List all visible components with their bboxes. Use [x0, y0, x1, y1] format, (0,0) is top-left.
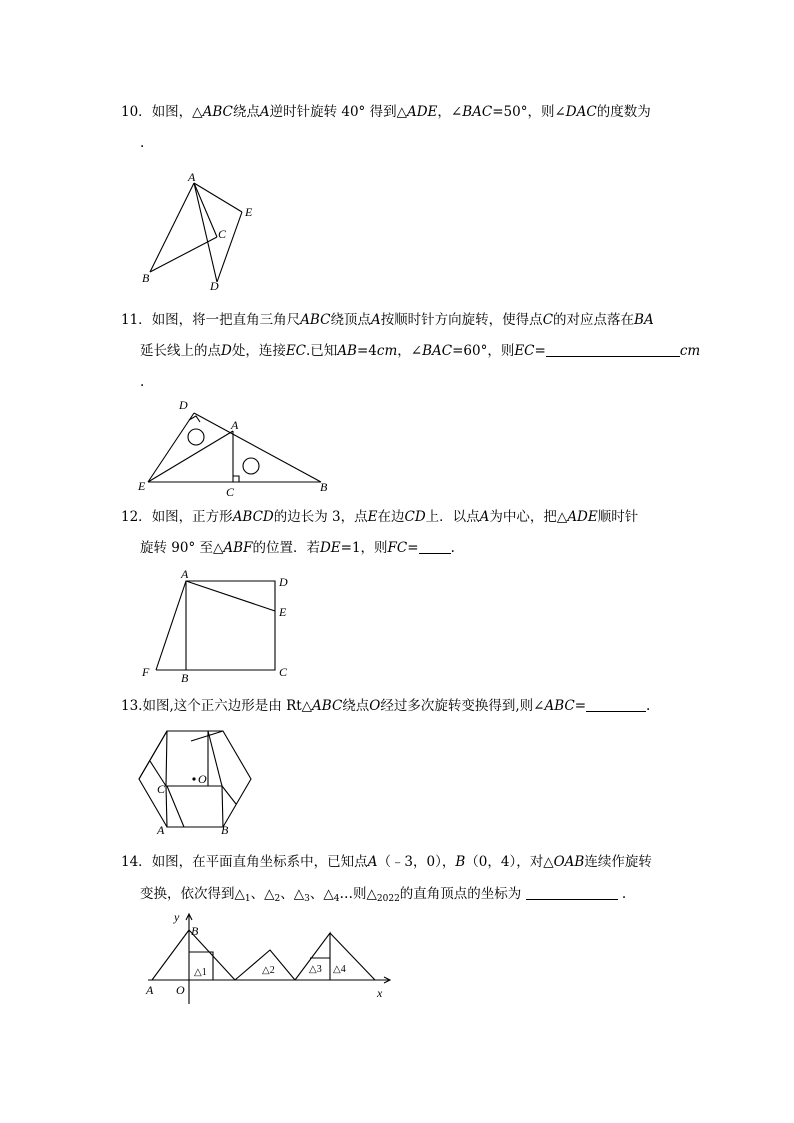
q11-label-e: E [138, 479, 146, 493]
q10-label-d: D [210, 279, 219, 293]
q12-label-b: B [181, 671, 189, 685]
q12-label-c: C [279, 665, 288, 679]
q13-label-b: B [221, 823, 229, 837]
q12-text-line2: 旋转 90° 至△ABF的位置．若DE=1，则FC= . [140, 540, 455, 556]
q14-answer-blank[interactable] [526, 886, 618, 900]
q11-label-b: B [320, 480, 328, 494]
q10-label-e: E [245, 205, 253, 219]
q12-answer-blank[interactable] [419, 540, 451, 554]
q10-label-c: C [218, 227, 227, 241]
q10-text-line2: . [140, 135, 145, 151]
q11-label-a: A [231, 418, 239, 432]
q13-answer-blank[interactable] [586, 698, 646, 712]
q11-text-line2: 延长线上的点D处，连接EC.已知AB=4cm，∠BAC=60°，则EC= cm [140, 343, 701, 359]
q10-figure [138, 170, 268, 295]
q10-label-b: B [142, 271, 150, 285]
q14-text-line2: 变换，依次得到$\triangle_1$、$\triangle_2$、$\triangle_3$、$\triangle_4\dots$则$\triangle_{2022}$的直角顶点的坐标为 . [140, 886, 627, 904]
q13-text-line1: 13.如图,这个正六边形是由 Rt△ABC绕点O经过多次旋转变换得到,则∠ABC= . [121, 698, 651, 714]
q14-label-b: B [191, 924, 199, 938]
q11-text-line3: . [140, 374, 145, 390]
q12-label-f: F [142, 665, 150, 679]
q12-label-a: A [181, 567, 189, 581]
q14-label-o: O [176, 983, 185, 997]
q14-axis-y: y [174, 910, 180, 924]
q13-label-c: C [157, 782, 166, 796]
q12-text-line1: 12．如图，正方形ABCD的边长为 3，点E在边CD上．以点A为中心，把△ADE顺时针 [121, 509, 639, 525]
q11-label-d: D [179, 398, 188, 412]
q10-text-line1: 10．如图，△ABC绕点A逆时针旋转 40° 得到△ADE，∠BAC=50°，则∠DAC的度数为 [121, 104, 651, 120]
q12-label-d: D [279, 575, 288, 589]
q10-label-a: A [188, 170, 196, 184]
q11-figure [136, 395, 336, 500]
q12-label-e: E [279, 605, 287, 619]
q14-label-a: A [146, 983, 154, 997]
q13-label-a: A [157, 823, 165, 837]
q14-tri4-label: △4 [333, 964, 346, 975]
q13-label-o: O [198, 772, 207, 786]
q13-figure [136, 726, 276, 838]
q14-figure [140, 908, 400, 1008]
q11-label-c: C [226, 485, 235, 499]
q14-tri2-label: △2 [262, 965, 275, 976]
q14-text-line1: 14．如图，在平面直角坐标系中，已知点A（﹣3，0），B（0，4），对△OAB连续作旋转 [121, 854, 652, 870]
q14-axis-x: x [377, 986, 383, 1000]
q14-tri3-label: △3 [309, 964, 322, 975]
q11-text-line1: 11．如图，将一把直角三角尺ABC绕顶点A按顺时针方向旋转，使得点C的对应点落在BA [121, 312, 654, 328]
q12-figure [138, 568, 298, 683]
q14-tri1-label: △1 [194, 967, 207, 978]
q13-center-dot [192, 777, 195, 780]
q11-answer-blank[interactable] [546, 343, 680, 357]
